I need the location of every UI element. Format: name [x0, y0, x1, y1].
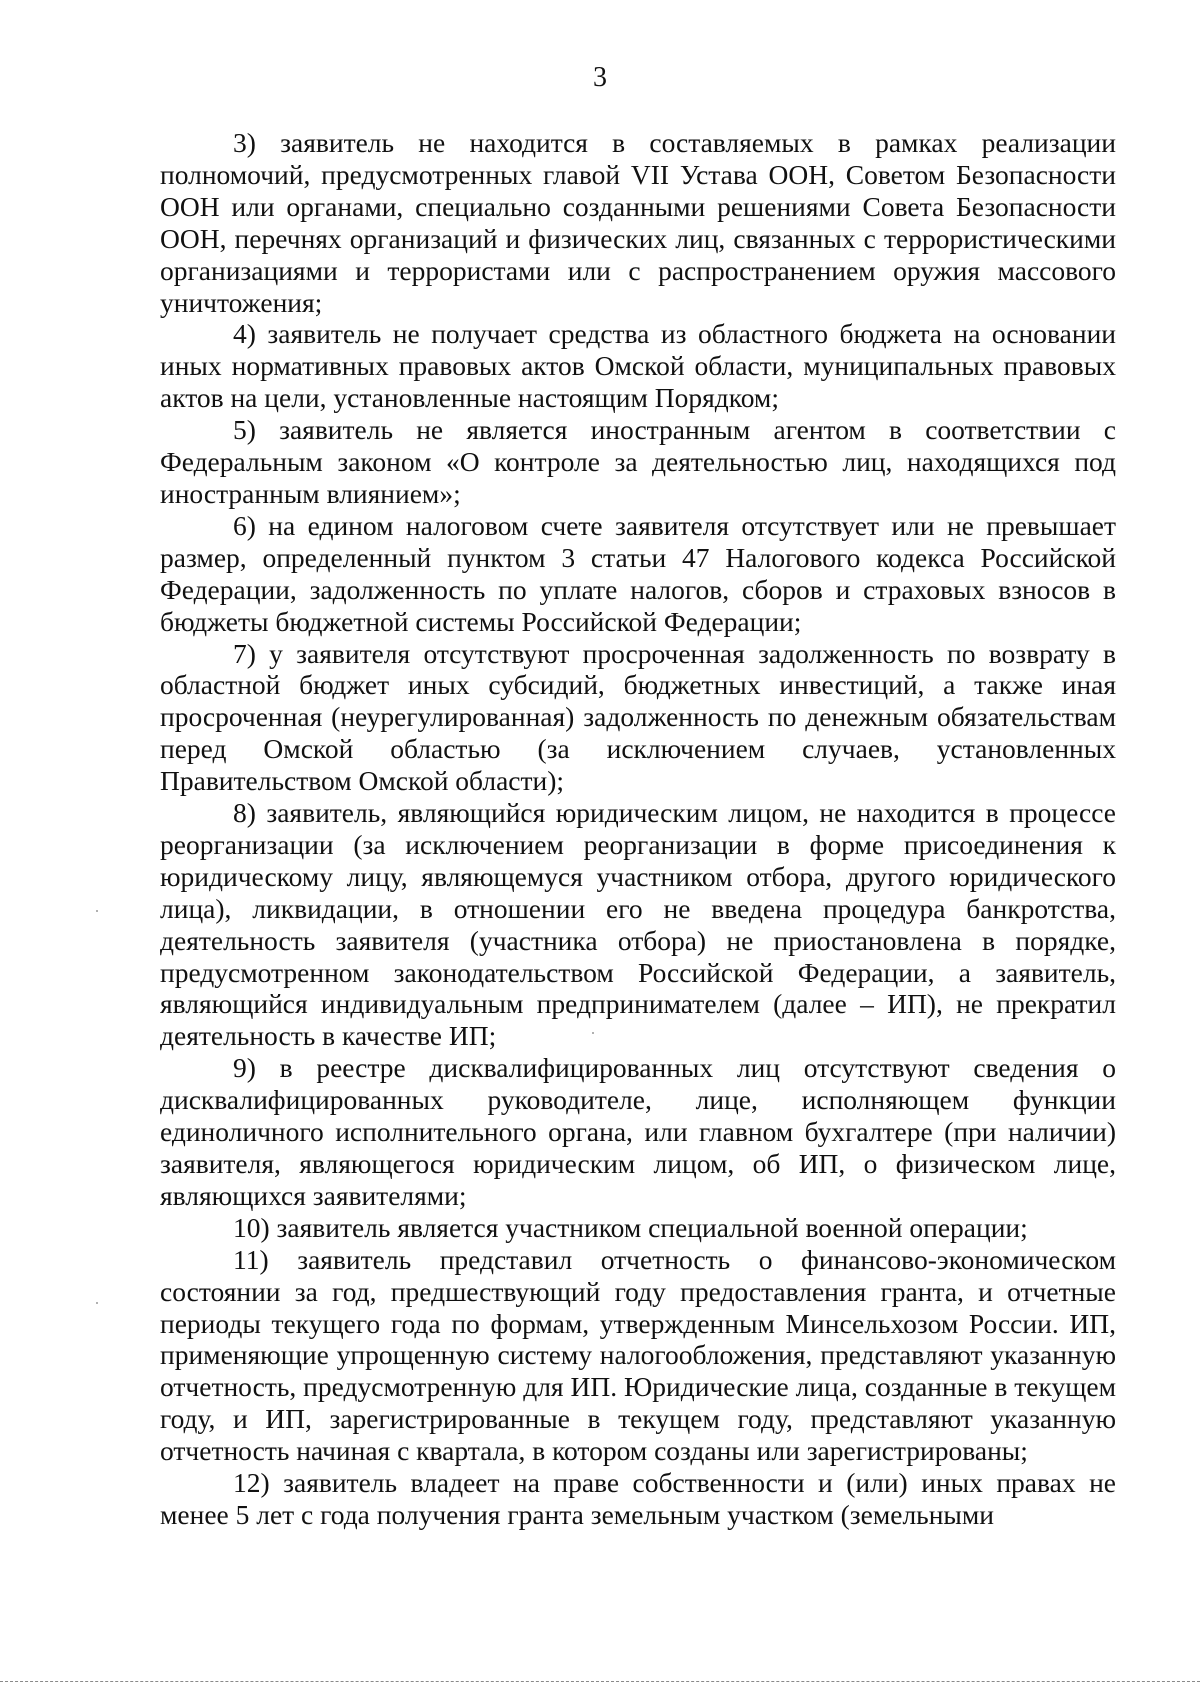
paragraph-item-11: 11) заявитель представил отчетность о финансово-экономическом состоянии за год, предшествующий году предоставления гранта, и отчетные периоды текущего года по формам, утвержденным Минсельхозом России. ИП, применяющие упрощенную систему налогообложения, представляют указанную отчетность, предусмотренную для ИП. Юридические лица, созданные в текущем году, и ИП, зарегистрированные в текущем году, представляют указанную отчетность начиная с квартала, в котором созданы или зарегистрированы; — [160, 1243, 1116, 1467]
scan-edge-line — [0, 1681, 1200, 1682]
scan-speck — [96, 1302, 98, 1304]
paragraph-item-3: 3) заявитель не находится в составляемых в рамках реализации полномочий, предусмотренных главой VII Устава ООН, Советом Безопасности ООН или органами, специально созданными решениями Совета Безопасности ООН, перечнях организаций и физических лиц, связанных с террористическими организациями и террористами или с распространением оружия массового уничтожения; — [160, 127, 1116, 318]
document-body — [160, 127, 1116, 1531]
paragraph-item-8: 8) заявитель, являющийся юридическим лицом, не находится в процессе реорганизации (за исключением реорганизации в форме присоединения к юридическому лицу, являющемуся участником отбора, другого юридического лица), ликвидации, в отношении его не введена процедура банкротства, деятельность заявителя (участника отбора) не приостановлена в порядке, предусмотренном законодательством Российской Федерации, а заявитель, являющийся индивидуальным предпринимателем (далее – ИП), не прекратил деятельность в качестве ИП; — [160, 797, 1116, 1052]
scan-speck — [592, 1032, 594, 1034]
paragraph-item-4: 4) заявитель не получает средства из областного бюджета на основании иных нормативных правовых актов Омской области, муниципальных правовых актов на цели, установленные настоящим Порядком; — [160, 318, 1116, 414]
paragraph-item-6: 6) на едином налоговом счете заявителя отсутствует или не превышает размер, определенный пунктом 3 статьи 47 Налогового кодекса Российской Федерации, задолженность по уплате налогов, сборов и страховых взносов в бюджеты бюджетной системы Российской Федерации; — [160, 509, 1116, 637]
page-number: 3 — [593, 62, 607, 93]
paragraph-item-5: 5) заявитель не является иностранным агентом в соответствии с Федеральным законом «О контроле за деятельностью лиц, находящихся под иностранным влиянием»; — [160, 414, 1116, 509]
scan-speck — [96, 910, 98, 912]
paragraph-item-7: 7) у заявителя отсутствуют просроченная задолженность по возврату в областной бюджет иных субсидий, бюджетных инвестиций, а также иная просроченная (неурегулированная) задолженность по денежным обязательствам перед Омской областью (за исключением случаев, установленных Правительством Омской области); — [160, 637, 1116, 797]
paragraph-item-10: 10) заявитель является участником специальной военной операции; — [233, 1211, 1028, 1243]
paragraph-item-9: 9) в реестре дисквалифицированных лиц отсутствуют сведения о дисквалифицированных руководителе, лице, исполняющем функции единоличного исполнительного органа, или главном бухгалтере (при наличии) заявителя, являющегося юридическим лицом, об ИП, о физическом лице, являющихся заявителями; — [160, 1052, 1116, 1211]
paragraph-item-12: 12) заявитель владеет на праве собственности и (или) иных правах не менее 5 лет с года получения гранта земельным участком (земельными — [160, 1467, 1116, 1530]
